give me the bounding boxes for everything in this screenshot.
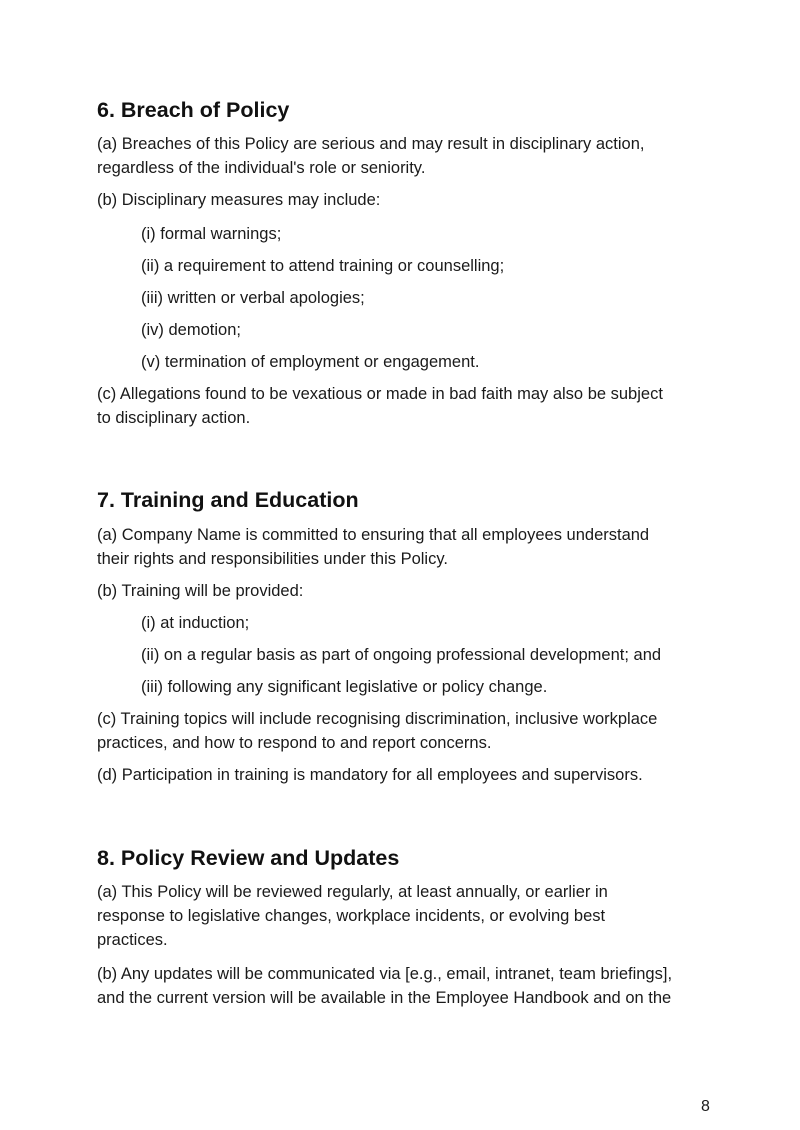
paragraph-line: and the current version will be available in the Employee Handbook and on the [97,989,672,1007]
list-item: (v) termination of employment or engagement. [141,353,480,371]
section-heading: 6. Breach of Policy [97,98,290,122]
paragraph-line: regardless of the individual's role or seniority. [97,159,426,177]
list-item: (iii) following any significant legislative or policy change. [141,678,548,696]
list-item: (i) formal warnings; [141,225,282,243]
list-item: (iv) demotion; [141,321,241,339]
paragraph-line: (a) Company Name is committed to ensuring that all employees understand [97,526,650,544]
paragraph-line: (b) Training will be provided: [97,582,304,600]
paragraph-line: practices. [97,931,168,949]
paragraph-line: their rights and responsibilities under this Policy. [97,550,448,568]
paragraph-line: practices, and how to respond to and report concerns. [97,734,492,752]
list-item: (iii) written or verbal apologies; [141,289,365,307]
list-item: (ii) a requirement to attend training or counselling; [141,257,505,275]
paragraph-line: to disciplinary action. [97,409,251,427]
list-item: (i) at induction; [141,614,250,632]
paragraph-line: (c) Training topics will include recognising discrimination, inclusive workplace [97,710,658,728]
list-item: (ii) on a regular basis as part of ongoing professional development; and [141,646,662,664]
page-number: 8 [701,1098,710,1115]
paragraph-line: (b) Any updates will be communicated via [e.g., email, intranet, team briefings], [97,965,673,983]
paragraph-line: (c) Allegations found to be vexatious or made in bad faith may also be subject [97,385,663,403]
section-heading: 7. Training and Education [97,488,359,512]
paragraph-line: (b) Disciplinary measures may include: [97,191,381,209]
paragraph-line: (d) Participation in training is mandatory for all employees and supervisors. [97,766,643,784]
section-heading: 8. Policy Review and Updates [97,846,400,870]
paragraph-line: response to legislative changes, workplace incidents, or evolving best [97,907,606,925]
paragraph-line: (a) This Policy will be reviewed regularly, at least annually, or earlier in [97,883,608,901]
paragraph-line: (a) Breaches of this Policy are serious and may result in disciplinary action, [97,135,645,153]
